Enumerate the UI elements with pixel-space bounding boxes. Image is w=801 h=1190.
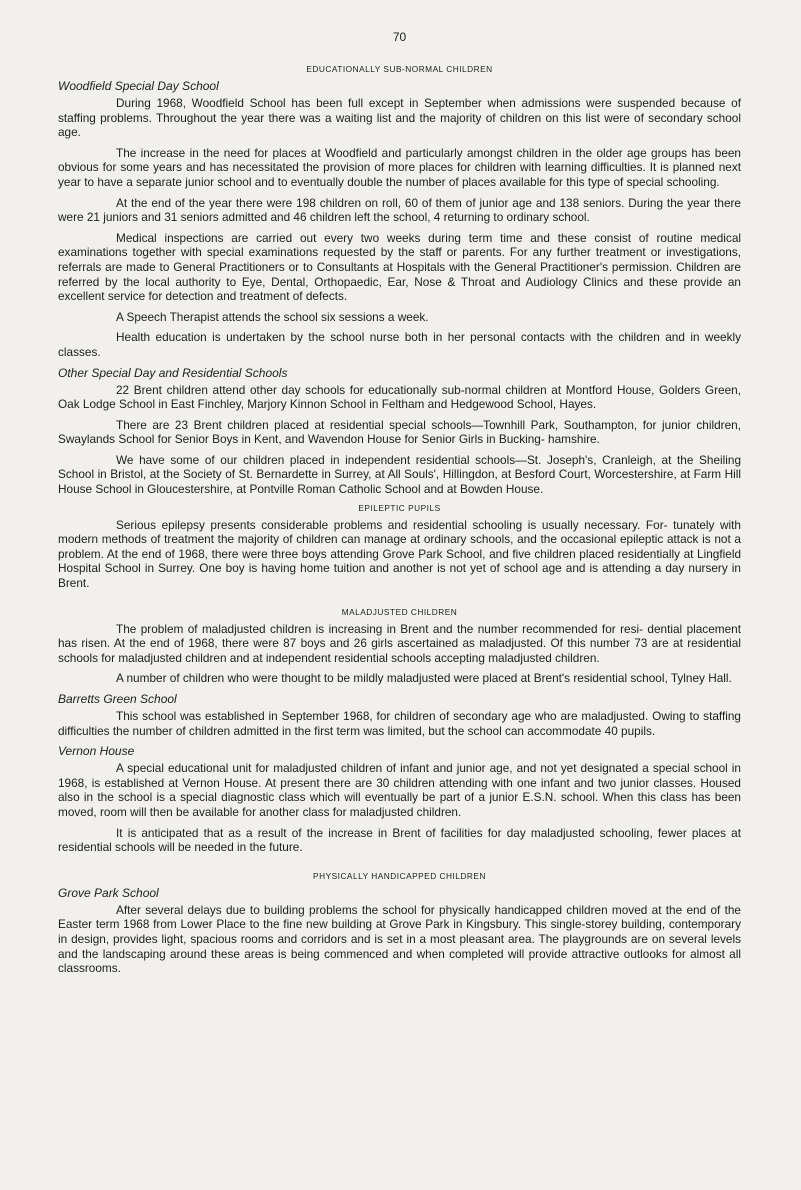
subheading-woodfield: Woodfield Special Day School bbox=[58, 79, 219, 93]
paragraph: 22 Brent children attend other day schools for educationally sub-normal children at Montford House, Golders Green, Oak Lodge School in East Finchley, Marjory Kinnon School in Feltham and Hedgewood School, Hayes. bbox=[58, 382, 741, 412]
paragraph: It is anticipated that as a result of the increase in Brent of facilities for day maladjusted schooling, fewer places at residential schools will be needed in the future. bbox=[58, 825, 741, 855]
paragraph: A special educational unit for maladjusted children of infant and junior age, and not yet designated a special school in 1968, is established at Vernon House. At present there are 30 children attending with one infant and two junior classes. Housed also in the school is a special diagnostic class which will eventually be part of a junior E.S.N. school. When this class has been moved, room will then be available for another class for maladjusted children. bbox=[58, 761, 741, 819]
paragraph: Health education is undertaken by the school nurse both in her personal contacts with the children and in weekly classes. bbox=[58, 330, 741, 359]
section-heading-physically-handicapped: PHYSICALLY HANDICAPPED CHILDREN bbox=[313, 870, 486, 881]
paragraph: A number of children who were thought to be mildly maladjusted were placed at Brent's residential school, Tylney Hall. bbox=[116, 671, 732, 686]
paragraph: During 1968, Woodfield School has been full except in September when admissions were suspended because of staffing problems. Throughout the year there was a waiting list and the majority of children on this list were of secondary school age. bbox=[58, 96, 741, 140]
paragraph: After several delays due to building problems the school for physically handicapped children moved at the end of the Easter term 1968 from Lower Place to the fine new building at Grove Park in Kingsbury. This single-storey building, contemporary in design, provides light, spacious rooms and corridors and is set in a most pleasant area. The playgrounds are on several levels and the landscaping around these areas is being commenced and when completed will provide attractive outlooks for almost all classrooms. bbox=[58, 902, 741, 976]
section-heading-maladjusted: MALADJUSTED CHILDREN bbox=[341, 606, 458, 617]
paragraph: The increase in the need for places at Woodfield and particularly amongst children in the older age groups has been obvious for some years and has necessitated the provision of more places for children with learning difficulties. It is planned next year to have a separate junior school and to eventually double the number of places available for this type of special schooling. bbox=[58, 145, 741, 189]
paragraph: This school was established in September 1968, for children of secondary age who are maladjusted. Owing to staffing difficulties the number of children admitted in the first term was limited, but the school can accommodate 40 pupils. bbox=[58, 709, 741, 738]
paragraph: We have some of our children placed in independent residential schools—St. Joseph's, Cranleigh, at the Sheiling School in Bristol, at the Society of St. Bernardette in Surrey, at All Souls', Hillingdon, at Besford Court, Worcestershire, at Farm Hill House School in Gloucestershire, at Pontville Roman Catholic School and at Bowden House. bbox=[58, 452, 741, 497]
subheading-barretts-green: Barretts Green School bbox=[58, 692, 177, 706]
subheading-vernon-house: Vernon House bbox=[58, 744, 135, 759]
subheading-other-schools: Other Special Day and Residential Schools bbox=[58, 365, 288, 380]
subheading-grove-park: Grove Park School bbox=[58, 885, 159, 900]
section-heading-esn: EDUCATIONALLY SUB-NORMAL CHILDREN bbox=[306, 64, 493, 74]
paragraph: The problem of maladjusted children is increasing in Brent and the number recommended for resi- dential placement has risen. At the end of 1968, there were 87 boys and 26 girls ascertained as maladjusted. Of this number 73 are at residential schools for maladjusted children and at independent residential schools accepting maladjusted children. bbox=[58, 621, 741, 665]
paragraph: At the end of the year there were 198 children on roll, 60 of them of junior age and 138 seniors. During the year there were 21 juniors and 31 seniors admitted and 46 children left the school, 4 returning to ordinary school. bbox=[58, 195, 741, 225]
page-number: 70 bbox=[392, 30, 407, 44]
paragraph: There are 23 Brent children placed at residential special schools—Townhill Park, Southampton, for junior children, Swaylands School for Senior Boys in Kent, and Wavendon House for Senior Girls in Bucking- hamshire. bbox=[58, 417, 741, 447]
paragraph: Medical inspections are carried out every two weeks during term time and these consist of routine medical examinations together with special examinations requested by the staff or parents. For any further treatment or investigations, referrals are made to General Practitioners or to Consultants at Hospitals with the General Practitioner's permission. Children are referred by the local authority to Eye, Dental, Orthopaedic, Ear, Nose & Throat and Audiology Clinics and these provide an excellent service for detection and treatment of defects. bbox=[58, 230, 741, 304]
section-heading-epileptic: EPILEPTIC PUPILS bbox=[358, 502, 441, 513]
paragraph: Serious epilepsy presents considerable problems and residential schooling is usually necessary. For- tunately with modern methods of treatment the majority of children can manage at ordinary schools, and the occasional epileptic attack is not a problem. At the end of 1968, there were three boys attending Grove Park School, and five children placed residentially at Lingfield Hospital School in Surrey. One boy is having home tuition and another is not yet of school age and is attending a day nursery in Brent. bbox=[58, 517, 741, 591]
paragraph: A Speech Therapist attends the school six sessions a week. bbox=[116, 309, 429, 324]
